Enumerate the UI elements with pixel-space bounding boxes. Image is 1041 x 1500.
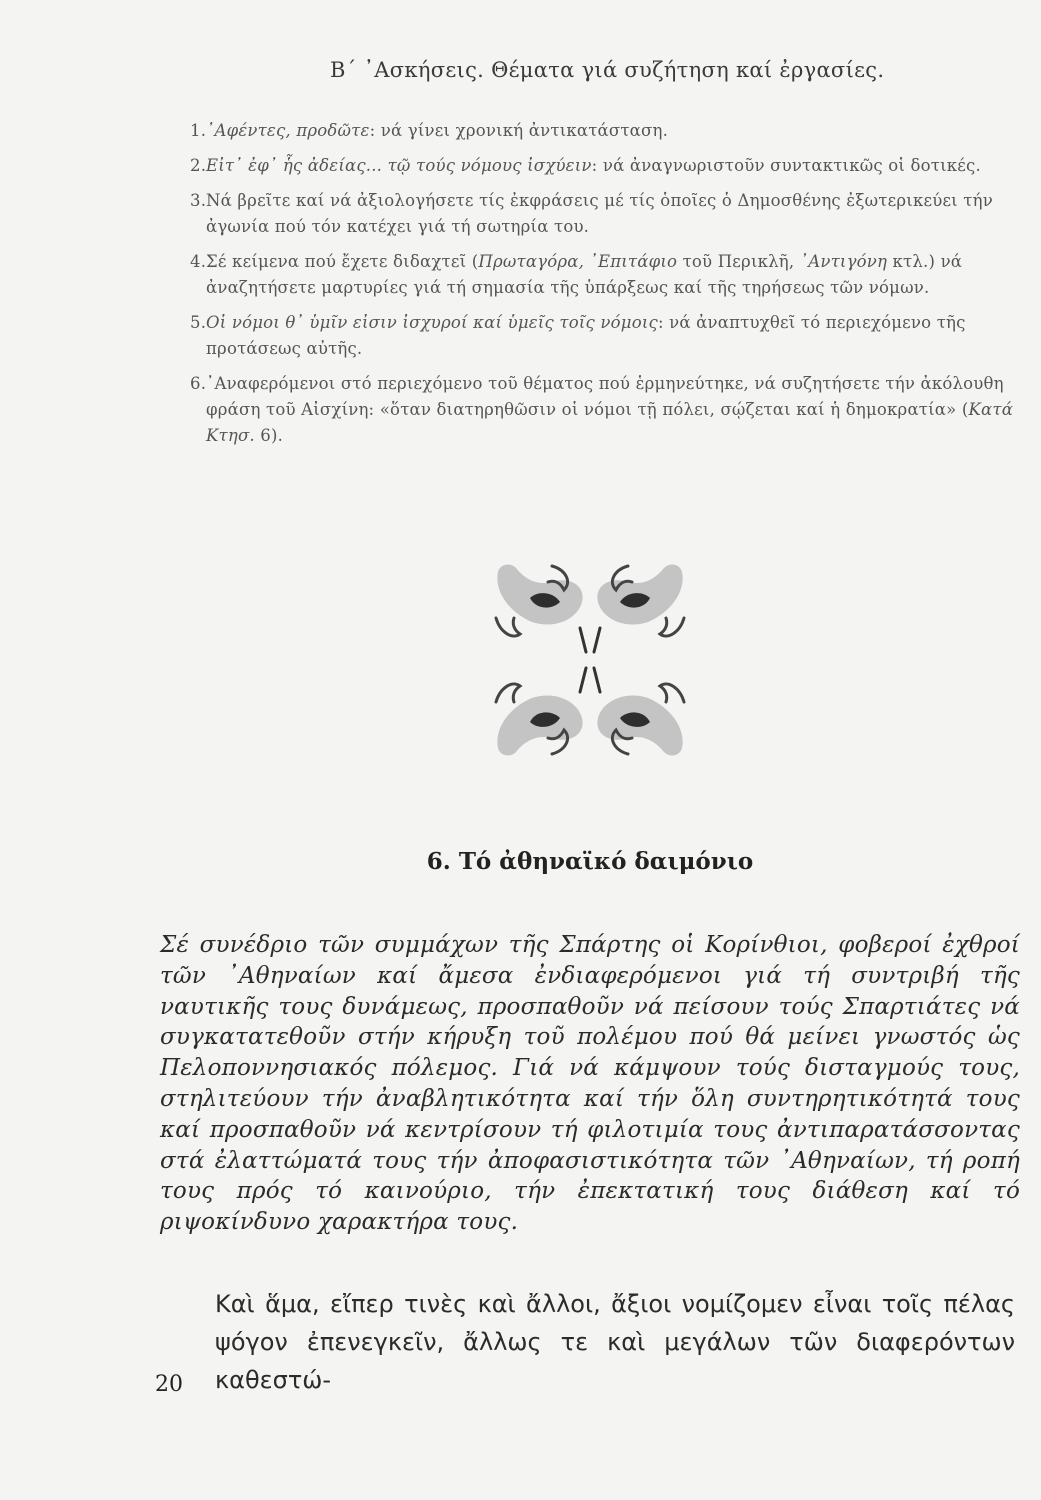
exercise-number: 6. xyxy=(190,374,207,393)
ancient-greek-text: Καὶ ἅμα, εἴπερ τινὲς καὶ ἄλλοι, ἄξιοι νομίζομεν εἶναι τοῖς πέλας ψόγον ἐπενεγκεῖν, ἄλλως τε καὶ μεγάλων τῶν διαφερόντων καθεστώ- xyxy=(215,1290,1015,1394)
exercise-text xyxy=(206,153,1020,179)
exercise-item xyxy=(190,371,1020,449)
exercise-text-part: Σέ κείμενα πού ἔχετε διδαχτεῖ ( xyxy=(206,252,479,271)
exercise-item xyxy=(190,249,1020,301)
exercise-number: 5. xyxy=(190,313,207,332)
exercise-number: 1. xyxy=(190,121,207,140)
work-title: Πρωταγόρα, ᾿Επιτάφιο xyxy=(478,252,678,271)
exercise-instruction: : νά ἀναγνωριστοῦν συντακτικῶς οἱ δοτικές. xyxy=(591,156,981,175)
exercise-number: 4. xyxy=(190,252,207,271)
exercise-text-part: ᾿Αναφερόμενοι στό περιεχόμενο τοῦ θέματος πού ἑρμηνεύτηκε, νά συζητήσετε τήν ἀκόλουθη φράση τοῦ Αἰσχίνη: «ὅταν διατηρηθῶσιν οἱ νόμοι τῇ πόλει, σῴζεται καί ἡ δημοκρατία» ( xyxy=(206,374,1004,419)
exercise-quote: Οἱ νόμοι θ᾿ ὑμῖν εἰσιν ἰσχυροί καί ὑμεῖς τοῖς νόμοις xyxy=(206,313,658,332)
page-number: 20 xyxy=(155,1372,183,1397)
decorative-ornament-icon xyxy=(490,560,690,760)
exercise-text: Νά βρεῖτε καί νά ἀξιολογήσετε τίς ἐκφράσεις μέ τίς ὁποῖες ὁ Δημοσθένης ἐξωτερικεύει τήν ἀγωνία πού τόν κατέχει γιά τή σωτηρία του. xyxy=(206,191,993,236)
exercise-text xyxy=(206,371,1020,449)
exercise-item xyxy=(190,188,1020,240)
exercise-text xyxy=(206,249,1020,301)
exercise-number: 2. xyxy=(190,156,207,175)
work-title: ᾿Αντιγόνη xyxy=(799,252,888,271)
exercise-item xyxy=(190,153,1020,179)
exercise-text xyxy=(206,310,1020,362)
exercise-item xyxy=(190,118,1020,144)
exercises-heading: Β΄ ᾿Ασκήσεις. Θέματα γιά συζήτηση καί ἐργασίες. xyxy=(330,58,885,82)
exercise-text xyxy=(206,118,1020,144)
exercise-text-part: κτλ.) νά ἀναζητήσετε μαρτυρίες γιά τή σημασία τῆς ὑπάρξεως καί τῆς τηρήσεως τῶν νόμων. xyxy=(206,252,963,297)
intro-paragraph: Σέ συνέδριο τῶν συμμάχων τῆς Σπάρτης οἱ Κορίνθιοι, φοβεροί ἐχθροί τῶν ᾿Αθηναίων καί ἄμεσα ἐνδιαφερόμενοι γιά τή συντριβή τῆς ναυτικῆς τους δυνάμεως, προσπαθοῦν νά πείσουν τούς Σπαρτιάτες νά συγκατατεθοῦν στήν κήρυξη τοῦ πολέμου πού θά μείνει γνωστός ὡς Πελοποννησιακός πόλεμος. Γιά νά κάμψουν τούς δισταγμούς τους, στηλιτεύουν τήν ἀναβλητικότητα καί τήν ὅλη συντηρητικότητά τους καί προσπαθοῦν νά κεντρίσουν τή φιλοτιμία τους ἀντιπαρατάσσοντας στά ἐλαττώματά τους τήν ἀποφασιστικότητα τῶν ᾿Αθηναίων, τή ροπή τους πρός τό καινούριο, τήν ἐπεκτατική τους διάθεση καί τό ριψοκίνδυνο χαρακτήρα τους. xyxy=(160,932,1020,1236)
exercise-instruction: : νά γίνει χρονική ἀντικατάσταση. xyxy=(369,121,669,140)
exercise-list xyxy=(190,118,1020,458)
exercise-instruction: : νά ἀναπτυχθεῖ τό περιεχόμενο τῆς προτάσεως αὐτῆς. xyxy=(206,313,966,358)
exercise-text-part: τοῦ Περικλῆ, xyxy=(677,252,800,271)
work-title: Κατά Κτησ. xyxy=(206,400,1014,445)
exercise-quote: Εἰτ᾿ ἐφ᾿ ἧς ἀδείας... τῷ τούς νόμους ἰσχύειν xyxy=(206,156,592,175)
exercise-text-part: 6). xyxy=(254,426,284,445)
exercise-quote: ᾿Αφέντες, προδῶτε xyxy=(206,121,370,140)
exercise-item xyxy=(190,310,1020,362)
exercise-number: 3. xyxy=(190,191,207,210)
section-title: 6. Τό ἀθηναϊκό δαιμόνιο xyxy=(426,848,754,875)
